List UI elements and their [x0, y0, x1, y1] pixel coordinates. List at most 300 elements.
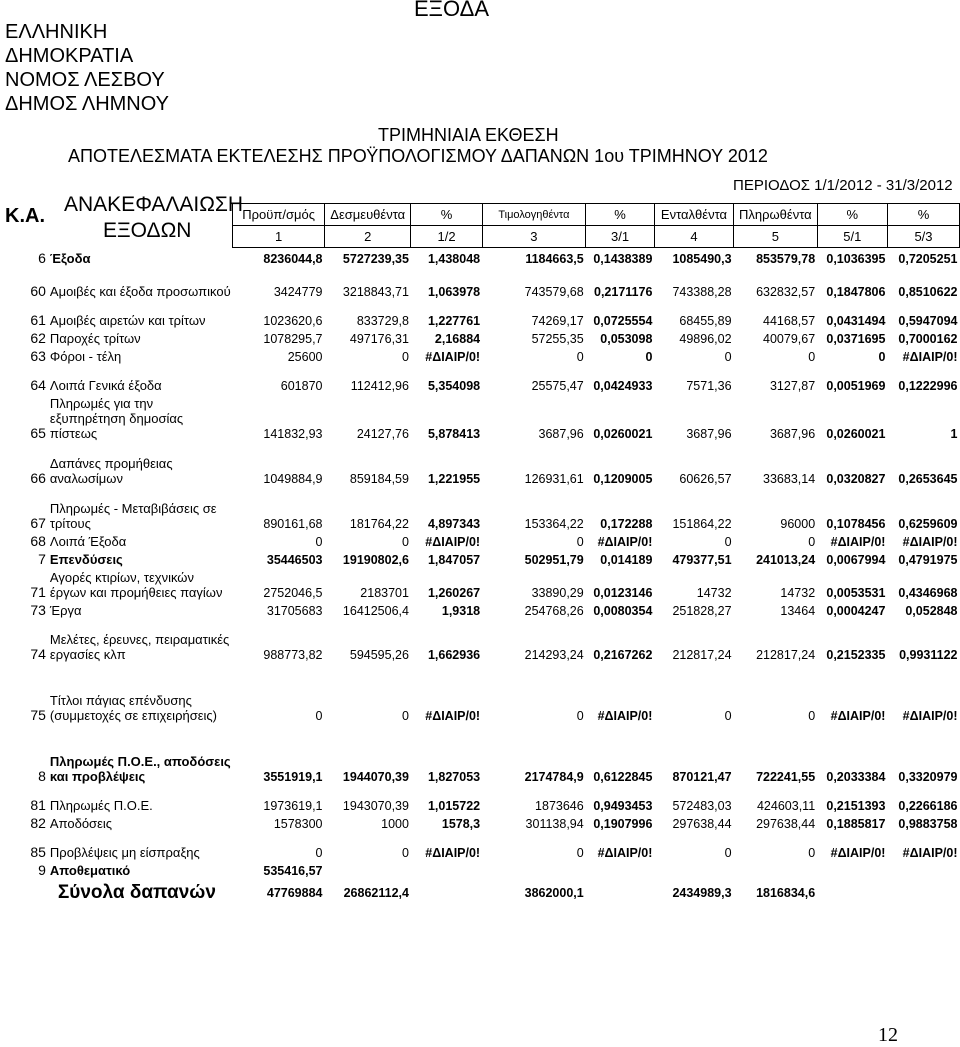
value-cell: 0,0320827 — [826, 471, 886, 486]
value-cell: 31705683 — [266, 603, 323, 618]
value-cell: 0 — [645, 349, 653, 364]
org-line: ΔΗΜΟΚΡΑΤΙΑ — [5, 45, 134, 67]
account-label: Αποθεματικό — [49, 862, 131, 878]
table-row — [28, 328, 960, 346]
value-cell: 1944070,39 — [342, 769, 409, 784]
value-cell: 0 — [576, 708, 584, 723]
total-value — [586, 878, 655, 900]
value-cell: 5727239,35 — [342, 251, 409, 266]
table-row — [28, 310, 960, 328]
value-cell: 49896,02 — [679, 331, 732, 346]
value-cell: #ΔΙΑΙΡ/0! — [830, 845, 886, 860]
value-cell: 214293,24 — [524, 647, 584, 662]
value-cell: 0,1907996 — [593, 816, 653, 831]
page-title: ΕΞΟΔΑ — [414, 0, 489, 21]
value-cell: 0,1885817 — [826, 816, 886, 831]
value-cell: 0,014189 — [600, 552, 653, 567]
value-cell: 0,0424933 — [593, 378, 653, 393]
value-cell — [817, 860, 887, 878]
value-cell: 1,438048 — [427, 251, 481, 266]
value-cell: 0,6122845 — [593, 769, 653, 784]
value-cell: 0,1078456 — [826, 516, 886, 531]
value-cell: 0,9931122 — [899, 647, 958, 662]
table-row — [28, 452, 960, 486]
total-value: 3862000,1 — [524, 885, 584, 900]
value-cell: 141832,93 — [263, 426, 323, 441]
period-label: ΠΕΡΙΟΔΟΣ 1/1/2012 - 31/3/2012 — [733, 177, 953, 194]
table-row — [28, 690, 960, 723]
value-cell: #ΔΙΑΙΡ/0! — [902, 845, 958, 860]
value-cell — [325, 860, 411, 878]
account-code: 60 — [30, 282, 46, 299]
value-cell: 96000 — [780, 516, 816, 531]
value-cell: 2752046,5 — [263, 585, 323, 600]
total-value: 47769884 — [266, 885, 323, 900]
value-cell: 0,0053531 — [826, 585, 886, 600]
value-cell: 7571,36 — [686, 378, 732, 393]
value-cell: 0 — [576, 845, 584, 860]
value-cell: 3687,96 — [769, 426, 816, 441]
value-cell: 25575,47 — [531, 378, 584, 393]
account-code: 65 — [30, 424, 46, 441]
value-cell: 722241,55 — [756, 769, 816, 784]
org-line: ΕΛΛΗΝΙΚΗ — [5, 21, 108, 43]
value-cell: 2,16884 — [434, 331, 481, 346]
value-cell: 0,4346968 — [898, 585, 958, 600]
value-cell: 1578,3 — [441, 816, 481, 831]
value-cell: 1023620,6 — [263, 313, 323, 328]
value-cell: 890161,68 — [263, 516, 323, 531]
account-code: 68 — [30, 532, 46, 549]
account-label: Επενδύσεις — [49, 551, 123, 567]
summary-title: ΑΝΑΚΕΦΑΛΑΙΩΣΗ — [64, 193, 244, 216]
value-cell: 5,354098 — [427, 378, 481, 393]
account-code: 9 — [38, 861, 46, 878]
account-code: 66 — [30, 469, 46, 486]
value-cell: 0,7000162 — [898, 331, 958, 346]
value-cell: 1,063978 — [427, 284, 481, 299]
value-cell: 0 — [576, 349, 584, 364]
value-cell: 0,1847806 — [826, 284, 886, 299]
account-label: Λοιπά Γενικά έξοδα — [49, 377, 162, 393]
table-row — [28, 860, 960, 878]
value-cell — [887, 860, 959, 878]
value-cell: 254768,26 — [524, 603, 584, 618]
value-cell: 5,878413 — [427, 426, 481, 441]
value-cell — [482, 860, 586, 878]
value-cell: 3687,96 — [686, 426, 732, 441]
column-number: 3/1 — [586, 226, 655, 248]
value-cell: 0,1209005 — [593, 471, 653, 486]
account-label: Πληρωμές Π.Ο.Ε., αποδόσεις και προβλέψεις — [49, 753, 231, 784]
value-cell: 0,9883758 — [898, 816, 958, 831]
value-cell: 853579,78 — [756, 251, 816, 266]
value-cell: 0 — [402, 349, 409, 364]
value-cell: 0,4791975 — [898, 552, 958, 567]
total-value: 26862112,4 — [343, 885, 409, 900]
table-row — [28, 346, 960, 364]
value-cell: 1,221955 — [427, 471, 481, 486]
total-value — [817, 878, 887, 900]
value-cell: 3551919,1 — [263, 769, 323, 784]
value-cell: 0 — [808, 845, 816, 860]
value-cell: 0 — [402, 534, 409, 549]
value-cell: 0 — [315, 534, 323, 549]
value-cell: #ΔΙΑΙΡ/0! — [425, 845, 481, 860]
value-cell — [654, 860, 733, 878]
value-cell: 594595,26 — [349, 647, 409, 662]
value-cell: 33683,14 — [763, 471, 816, 486]
value-cell: #ΔΙΑΙΡ/0! — [597, 845, 653, 860]
value-cell: #ΔΙΑΙΡ/0! — [902, 349, 958, 364]
column-header: % — [817, 204, 887, 226]
value-cell: 0,1222996 — [898, 378, 958, 393]
spacer-row — [28, 441, 960, 452]
column-header: Πληρωθέντα — [734, 204, 818, 226]
spacer-row — [28, 784, 960, 795]
table-row — [28, 567, 960, 600]
account-code: 71 — [30, 583, 46, 600]
spacer-cell — [28, 486, 960, 497]
column-number: 2 — [325, 226, 411, 248]
value-cell: 0 — [724, 708, 732, 723]
value-cell: 1,227761 — [427, 313, 481, 328]
column-number: 1/2 — [411, 226, 482, 248]
organization-header — [5, 20, 169, 116]
value-cell: 0,0260021 — [826, 426, 886, 441]
spacer-row — [28, 676, 960, 690]
account-label: Έξοδα — [49, 250, 91, 266]
spacer-cell — [28, 831, 960, 842]
column-header: % — [586, 204, 655, 226]
value-cell: 988773,82 — [263, 647, 323, 662]
account-label: Δαπάνες προμήθειας αναλωσίμων — [49, 455, 173, 486]
value-cell: 0,0123146 — [593, 585, 653, 600]
table-row — [28, 629, 960, 662]
value-cell: 743388,28 — [672, 284, 732, 299]
account-code: 67 — [30, 514, 46, 531]
column-header: Τιμολογηθέντα — [482, 204, 586, 226]
value-cell: 479377,51 — [672, 552, 732, 567]
account-code: 73 — [30, 601, 46, 618]
value-cell: 1085490,3 — [672, 251, 732, 266]
value-cell: 24127,76 — [356, 426, 409, 441]
column-header: % — [411, 204, 482, 226]
column-number: 3 — [482, 226, 586, 248]
value-cell: 2183701 — [360, 585, 409, 600]
table-row — [28, 531, 960, 549]
totals-row — [28, 878, 960, 900]
value-cell: 3687,96 — [538, 426, 584, 441]
value-cell: 74269,17 — [531, 313, 584, 328]
value-cell: 8236044,8 — [263, 251, 323, 266]
table-row — [28, 600, 960, 618]
value-cell: 1184663,5 — [525, 251, 584, 266]
value-cell: 1973619,1 — [263, 798, 323, 813]
total-value — [887, 878, 959, 900]
value-cell: #ΔΙΑΙΡ/0! — [425, 708, 481, 723]
spacer-cell — [28, 676, 960, 690]
spacer-cell — [28, 618, 960, 629]
value-cell: 19190802,6 — [342, 552, 409, 567]
account-code: 82 — [30, 814, 46, 831]
account-label: Πληρωμές Π.Ο.Ε. — [49, 797, 153, 813]
account-code: 81 — [30, 796, 46, 813]
value-cell: 0,3320979 — [898, 769, 958, 784]
total-value — [411, 878, 482, 900]
value-cell: 13464 — [780, 603, 816, 618]
value-cell: 0,0725554 — [593, 313, 653, 328]
value-cell: 0 — [808, 349, 816, 364]
value-cell: 0 — [315, 845, 323, 860]
value-cell: 68455,89 — [679, 313, 732, 328]
table-row — [28, 393, 960, 441]
account-code: 62 — [30, 329, 46, 346]
value-cell: 0,7205251 — [898, 251, 958, 266]
column-number: 1 — [233, 226, 325, 248]
value-cell: 1,847057 — [427, 552, 481, 567]
value-cell: 0,2171176 — [594, 284, 653, 299]
value-cell: 1049884,9 — [263, 471, 323, 486]
account-code: 74 — [30, 645, 46, 662]
table-row — [28, 497, 960, 531]
value-cell: 833729,8 — [356, 313, 409, 328]
value-cell: 0,0260021 — [593, 426, 653, 441]
value-cell: 497176,31 — [349, 331, 409, 346]
value-cell — [411, 860, 482, 878]
spacer-cell — [28, 299, 960, 310]
org-line: ΝΟΜΟΣ ΛΕΣΒΟΥ — [5, 69, 165, 91]
value-cell: 241013,24 — [756, 552, 816, 567]
value-cell: 0 — [402, 845, 409, 860]
value-cell: 181764,22 — [349, 516, 409, 531]
spacer-row — [28, 486, 960, 497]
value-cell: 0,2266186 — [898, 798, 958, 813]
value-cell: 0 — [878, 349, 886, 364]
value-cell: 502951,79 — [524, 552, 584, 567]
value-cell: 14732 — [696, 585, 732, 600]
spacer-cell — [28, 662, 960, 676]
account-code: 61 — [30, 311, 46, 328]
value-cell: 870121,47 — [672, 769, 732, 784]
value-cell: 0,9493453 — [593, 798, 653, 813]
table-row — [28, 813, 960, 831]
column-header: Δεσμευθέντα — [325, 204, 411, 226]
value-cell: 535416,57 — [263, 863, 323, 878]
value-cell: 0,0067994 — [826, 552, 886, 567]
spacer-row — [28, 364, 960, 375]
value-cell: 212817,24 — [756, 647, 816, 662]
expenses-table — [28, 203, 960, 900]
account-code: 7 — [38, 550, 46, 567]
value-cell: 572483,03 — [672, 798, 732, 813]
value-cell: 1,9318 — [441, 603, 481, 618]
value-cell: 1,015722 — [427, 798, 481, 813]
value-cell: 0,1036395 — [826, 251, 886, 266]
value-cell: 0,052848 — [905, 603, 958, 618]
account-label: Πληρωμές - Μεταβιβάσεις σε τρίτους — [49, 500, 217, 531]
value-cell: 0 — [576, 534, 584, 549]
value-cell: 126931,61 — [524, 471, 584, 486]
spacer-row — [28, 737, 960, 751]
spacer-cell — [28, 441, 960, 452]
value-cell: 297638,44 — [672, 816, 732, 831]
value-cell: 424603,11 — [756, 798, 816, 813]
value-cell: 0,2151393 — [826, 798, 886, 813]
spacer-row — [28, 618, 960, 629]
value-cell: 112412,96 — [350, 378, 409, 393]
value-cell: 297638,44 — [756, 816, 816, 831]
value-cell: 0,0004247 — [826, 603, 886, 618]
column-header: % — [887, 204, 959, 226]
value-cell: #ΔΙΑΙΡ/0! — [902, 534, 958, 549]
spacer-cell — [28, 784, 960, 795]
value-cell: 601870 — [280, 378, 323, 393]
account-code: 63 — [30, 347, 46, 364]
value-cell: 1873646 — [535, 798, 584, 813]
column-number: 5/3 — [887, 226, 959, 248]
value-cell: 0 — [724, 349, 732, 364]
spacer-cell — [28, 723, 960, 737]
value-cell: 0 — [315, 708, 323, 723]
account-label: Προβλέψεις μη είσπραξης — [49, 844, 200, 860]
value-cell: 3424779 — [273, 284, 323, 299]
value-cell: 0,0051969 — [826, 378, 886, 393]
table-row — [28, 751, 960, 784]
value-cell: 0 — [724, 845, 732, 860]
spacer-row — [28, 662, 960, 676]
value-cell: 0,5947094 — [898, 313, 958, 328]
value-cell — [586, 860, 655, 878]
account-label: Πληρωμές για την εξυπηρέτηση δημοσίας πίστεως — [49, 395, 184, 441]
account-label: Παροχές τρίτων — [49, 330, 141, 346]
value-cell: #ΔΙΑΙΡ/0! — [597, 534, 653, 549]
value-cell: 14732 — [780, 585, 816, 600]
value-cell: 1000 — [381, 816, 409, 831]
account-code: 64 — [30, 376, 46, 393]
column-header-row — [28, 204, 960, 226]
account-code: 8 — [38, 767, 46, 784]
value-cell: 1,662936 — [427, 647, 481, 662]
value-cell: 743579,68 — [524, 284, 584, 299]
value-cell: 1,260267 — [427, 585, 481, 600]
value-cell: 0,053098 — [600, 331, 653, 346]
totals-label: Σύνολα δαπανών — [57, 881, 216, 900]
value-cell: 0 — [402, 708, 409, 723]
value-cell: 0,0371695 — [826, 331, 886, 346]
value-cell: 1578300 — [273, 816, 323, 831]
spacer-cell — [28, 737, 960, 751]
value-cell: 212817,24 — [672, 647, 732, 662]
value-cell: 3218843,71 — [342, 284, 409, 299]
column-header: Προϋπ/σμός — [233, 204, 325, 226]
value-cell: 1 — [950, 426, 958, 441]
value-cell: 33890,29 — [531, 585, 584, 600]
value-cell: #ΔΙΑΙΡ/0! — [830, 534, 886, 549]
value-cell: 2174784,9 — [524, 769, 584, 784]
totals-spacer — [28, 878, 48, 900]
value-cell: #ΔΙΑΙΡ/0! — [830, 708, 886, 723]
value-cell: 0,0431494 — [826, 313, 886, 328]
value-cell: 0,2033384 — [826, 769, 886, 784]
value-cell: #ΔΙΑΙΡ/0! — [425, 534, 481, 549]
value-cell: 0,0080354 — [593, 603, 653, 618]
value-cell: 0,1438389 — [593, 251, 653, 266]
table-row — [28, 375, 960, 393]
ka-label: Κ.Α. — [5, 205, 45, 227]
account-label: Αποδόσεις — [49, 815, 113, 831]
account-label: Λοιπά Έξοδα — [49, 533, 127, 549]
account-label: Μελέτες, έρευνες, πειραματικές εργασίες κλπ — [49, 631, 230, 662]
value-cell: 301138,94 — [525, 816, 584, 831]
total-value: 2434989,3 — [672, 885, 732, 900]
table-row — [28, 795, 960, 813]
value-cell: #ΔΙΑΙΡ/0! — [425, 349, 481, 364]
table-row — [28, 842, 960, 860]
spacer-cell — [28, 364, 960, 375]
report-subtitle: ΑΠΟΤΕΛΕΣΜΑΤΑ ΕΚΤΕΛΕΣΗΣ ΠΡΟΫΠΟΛΟΓΙΣΜΟΥ ΔΑΠΑΝΩΝ 1ου ΤΡΙΜΗΝΟΥ 2012 — [68, 146, 768, 166]
value-cell: 0,2152335 — [826, 647, 886, 662]
value-cell: #ΔΙΑΙΡ/0! — [597, 708, 653, 723]
value-cell: 1,827053 — [427, 769, 481, 784]
value-cell: 4,897343 — [427, 516, 481, 531]
account-label: Αμοιβές αιρετών και τρίτων — [49, 312, 206, 328]
account-label: Έργα — [49, 602, 82, 618]
table-row — [28, 266, 960, 299]
value-cell: 25600 — [287, 349, 323, 364]
column-number: 4 — [654, 226, 733, 248]
spacer-row — [28, 299, 960, 310]
value-cell: 859184,59 — [349, 471, 409, 486]
value-cell: 0 — [808, 708, 816, 723]
table-row — [28, 549, 960, 567]
value-cell: #ΔΙΑΙΡ/0! — [902, 708, 958, 723]
value-cell: 0 — [724, 534, 732, 549]
value-cell: 40079,67 — [763, 331, 816, 346]
column-number: 5 — [734, 226, 818, 248]
value-cell: 153364,22 — [524, 516, 584, 531]
value-cell: 1943070,39 — [342, 798, 409, 813]
value-cell — [734, 860, 818, 878]
account-label: Φόροι - τέλη — [49, 348, 122, 364]
account-code: 75 — [30, 706, 46, 723]
report-title: ΤΡΙΜΗΝΙΑΙΑ ΕΚΘΕΣΗ — [378, 125, 559, 145]
value-cell: 0 — [808, 534, 816, 549]
column-number-row — [28, 226, 960, 248]
account-code: 85 — [30, 843, 46, 860]
value-cell: 0,2167262 — [593, 647, 653, 662]
value-cell: 151864,22 — [672, 516, 732, 531]
spacer-row — [28, 831, 960, 842]
value-cell: 44168,57 — [763, 313, 816, 328]
spacer-row — [28, 723, 960, 737]
value-cell: 57255,35 — [531, 331, 584, 346]
org-line: ΔΗΜΟΣ ΛΗΜΝΟΥ — [5, 93, 169, 115]
page-number: 12 — [878, 1024, 898, 1046]
column-header: Ενταλθέντα — [654, 204, 733, 226]
value-cell: 0,172288 — [600, 516, 653, 531]
value-cell: 632832,57 — [756, 284, 816, 299]
value-cell: 35446503 — [266, 552, 323, 567]
value-cell: 0,2653645 — [898, 471, 958, 486]
value-cell: 60626,57 — [679, 471, 732, 486]
account-label: Αμοιβές και έξοδα προσωπικού — [49, 283, 231, 299]
account-label: Τίτλοι πάγιας επένδυσης (συμμετοχές σε επιχειρήσεις) — [49, 692, 217, 723]
account-label: Αγορές κτιρίων, τεχνικών έργων και προμήθειες παγίων — [49, 569, 223, 600]
table-row — [28, 248, 960, 266]
value-cell: 0,6259609 — [898, 516, 958, 531]
total-value: 1816834,6 — [756, 885, 816, 900]
